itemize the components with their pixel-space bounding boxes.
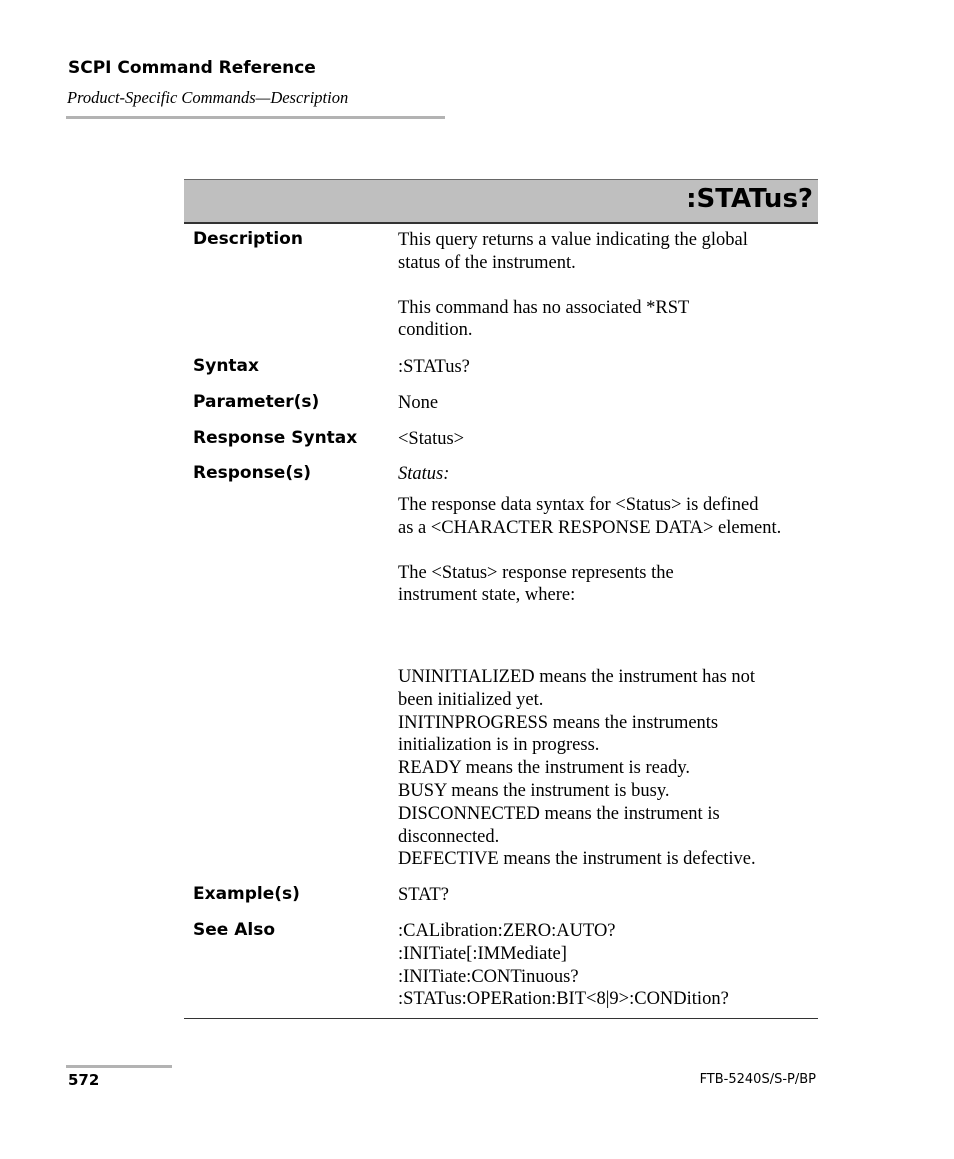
see-also-value (398, 920, 818, 1011)
status-line: initialization is in progress. (398, 735, 600, 756)
status-line: READY means the instrument is ready. (398, 758, 690, 779)
responses-label: Response(s) (193, 463, 311, 483)
footer-divider (66, 1065, 172, 1068)
status-line: INITINPROGRESS means the instruments (398, 712, 719, 733)
description-line: This query returns a value indicating the global (398, 230, 748, 250)
status-line: UNINITIALIZED means the instrument has not (398, 667, 756, 687)
status-line: DEFECTIVE means the instrument is defective. (398, 849, 756, 870)
response-line: The response data syntax for <Status> is defined (398, 495, 759, 515)
document-id: FTB-5240S/S-P/BP (699, 1072, 816, 1087)
status-line: disconnected. (398, 826, 500, 847)
page-number: 572 (68, 1071, 100, 1089)
section-subtitle: Product-Specific Commands—Description (67, 88, 349, 107)
description-line: This command has no associated *RST (398, 297, 690, 318)
response-line: instrument state, where: (398, 585, 576, 606)
response-syntax-label: Response Syntax (193, 428, 358, 448)
see-also-item: :CALibration:ZERO:AUTO? (398, 921, 616, 941)
command-title-bar (184, 179, 818, 224)
see-also-item: :INITiate:CONTinuous? (398, 966, 579, 987)
see-also-item: :INITiate[:IMMediate] (398, 943, 567, 964)
table-bottom-divider (184, 1018, 818, 1019)
status-line: been initialized yet. (398, 689, 544, 710)
description-line: condition. (398, 320, 473, 341)
examples-label: Example(s) (193, 884, 300, 904)
status-line: BUSY means the instrument is busy. (398, 780, 670, 801)
syntax-label: Syntax (193, 356, 259, 376)
response-line: The <Status> response represents the (398, 562, 674, 583)
command-name: :STATus? (686, 184, 813, 214)
status-values-list (398, 666, 818, 871)
syntax-value: :STATus? (398, 357, 470, 377)
status-line: DISCONNECTED means the instrument is (398, 803, 720, 824)
responses-value (398, 494, 818, 607)
description-line: status of the instrument. (398, 252, 576, 273)
header-divider (66, 116, 445, 119)
examples-value: STAT? (398, 885, 449, 905)
parameters-value: None (398, 393, 439, 413)
response-syntax-value: <Status> (398, 429, 465, 449)
parameters-label: Parameter(s) (193, 392, 320, 412)
see-also-label: See Also (193, 920, 276, 940)
see-also-item: :STATus:OPERation:BIT<8|9>:CONDition? (398, 989, 729, 1010)
section-title: SCPI Command Reference (68, 58, 316, 78)
response-param-name: Status: (398, 464, 450, 484)
description-value (398, 229, 818, 342)
response-line: as a <CHARACTER RESPONSE DATA> element. (398, 517, 782, 538)
description-label: Description (193, 229, 303, 249)
